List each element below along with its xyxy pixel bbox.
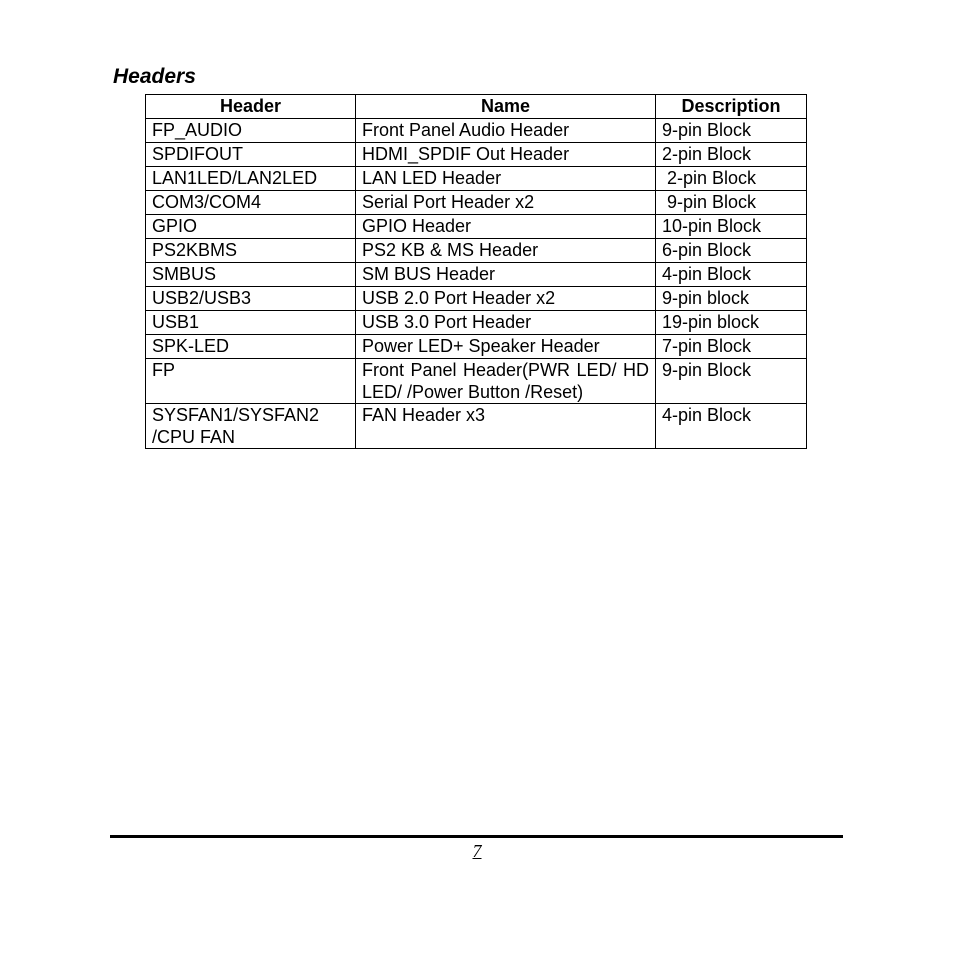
table-row bbox=[146, 215, 807, 239]
cell-name: GPIO Header bbox=[356, 215, 656, 239]
cell-name: HDMI_SPDIF Out Header bbox=[356, 143, 656, 167]
cell-description: 9-pin Block bbox=[656, 119, 807, 143]
table-row bbox=[146, 404, 807, 449]
cell-description: 9-pin Block bbox=[656, 191, 807, 215]
cell-name: USB 2.0 Port Header x2 bbox=[356, 287, 656, 311]
section-title: Headers bbox=[113, 65, 196, 88]
table-row bbox=[146, 263, 807, 287]
cell-description: 6-pin Block bbox=[656, 239, 807, 263]
cell-description: 4-pin Block bbox=[656, 404, 807, 449]
cell-name: Front Panel Header(PWR LED/ HD LED/ /Power Button /Reset) bbox=[356, 359, 656, 404]
table-row bbox=[146, 335, 807, 359]
cell-header: LAN1LED/LAN2LED bbox=[146, 167, 356, 191]
table-row bbox=[146, 191, 807, 215]
cell-header: USB1 bbox=[146, 311, 356, 335]
cell-header: SMBUS bbox=[146, 263, 356, 287]
cell-name: Front Panel Audio Header bbox=[356, 119, 656, 143]
cell-description: 4-pin Block bbox=[656, 263, 807, 287]
cell-header: FP_AUDIO bbox=[146, 119, 356, 143]
headers-table bbox=[145, 94, 807, 449]
footer-rule bbox=[110, 835, 843, 838]
table-row bbox=[146, 359, 807, 404]
cell-name: Serial Port Header x2 bbox=[356, 191, 656, 215]
cell-description: 10-pin Block bbox=[656, 215, 807, 239]
cell-name: SM BUS Header bbox=[356, 263, 656, 287]
table-row bbox=[146, 287, 807, 311]
column-header-description: Description bbox=[656, 95, 807, 119]
cell-description: 2-pin Block bbox=[656, 143, 807, 167]
cell-header: SPK-LED bbox=[146, 335, 356, 359]
cell-name: PS2 KB & MS Header bbox=[356, 239, 656, 263]
cell-header: FP bbox=[146, 359, 356, 404]
column-header-header: Header bbox=[146, 95, 356, 119]
cell-description: 9-pin block bbox=[656, 287, 807, 311]
cell-header: GPIO bbox=[146, 215, 356, 239]
table-header-row bbox=[146, 95, 807, 119]
cell-name: FAN Header x3 bbox=[356, 404, 656, 449]
cell-header: USB2/USB3 bbox=[146, 287, 356, 311]
cell-description: 9-pin Block bbox=[656, 359, 807, 404]
table-row bbox=[146, 167, 807, 191]
cell-header: PS2KBMS bbox=[146, 239, 356, 263]
page-number-text: 7 bbox=[472, 841, 482, 861]
cell-header: SYSFAN1/SYSFAN2 /CPU FAN bbox=[146, 404, 356, 449]
cell-description: 19-pin block bbox=[656, 311, 807, 335]
cell-header: COM3/COM4 bbox=[146, 191, 356, 215]
cell-description: 2-pin Block bbox=[656, 167, 807, 191]
table-row bbox=[146, 311, 807, 335]
cell-name: LAN LED Header bbox=[356, 167, 656, 191]
cell-name: Power LED+ Speaker Header bbox=[356, 335, 656, 359]
cell-name: USB 3.0 Port Header bbox=[356, 311, 656, 335]
table-row bbox=[146, 239, 807, 263]
table-row bbox=[146, 119, 807, 143]
column-header-name: Name bbox=[356, 95, 656, 119]
page-number bbox=[0, 840, 954, 862]
cell-description: 7-pin Block bbox=[656, 335, 807, 359]
cell-header: SPDIFOUT bbox=[146, 143, 356, 167]
table-row bbox=[146, 143, 807, 167]
